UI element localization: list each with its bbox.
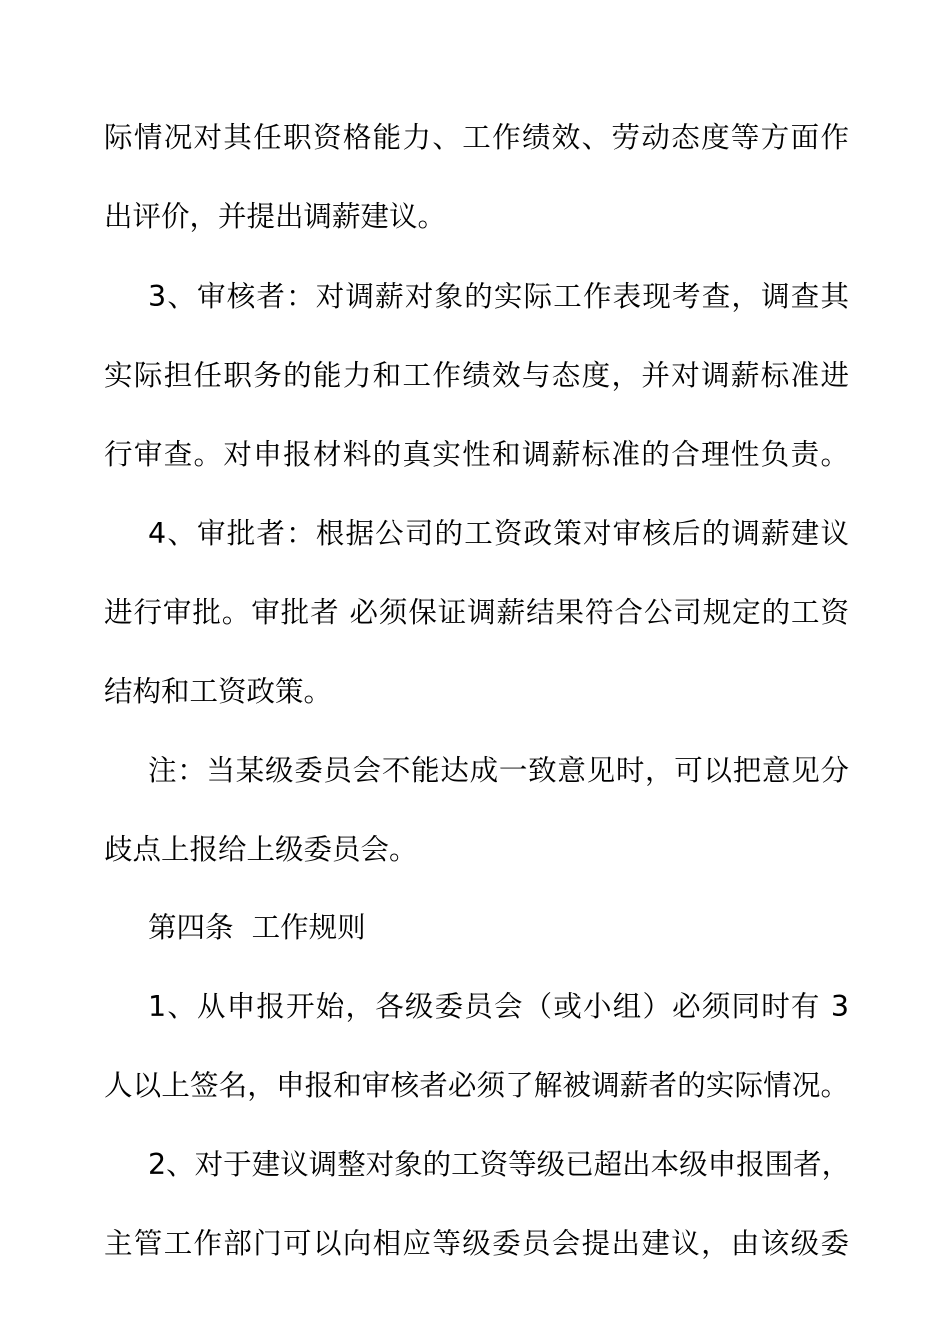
text-line-13: 人以上签名，申报和审核者必须了解被调薪者的实际情况。 — [104, 1069, 849, 1102]
text-line-8: 结构和工资政策。 — [104, 675, 333, 708]
section-heading: 第四条 工作规则 — [148, 911, 366, 944]
text-line-1: 际情况对其任职资格能力、工作绩效、劳动态度等方面作 — [104, 121, 849, 154]
text-line-5: 行审查。对申报材料的真实性和调薪标准的合理性负责。 — [104, 438, 849, 471]
text-line-12: 1、从申报开始，各级委员会（或小组）必须同时有 3 — [148, 990, 849, 1023]
text-line-3: 3、审核者：对调薪对象的实际工作表现考查，调查其 — [148, 280, 849, 313]
text-line-10: 歧点上报给上级委员会。 — [104, 833, 418, 866]
text-line-15: 主管工作部门可以向相应等级委员会提出建议，由该级委 — [104, 1227, 849, 1260]
text-line-9: 注：当某级委员会不能达成一致意见时，可以把意见分 — [148, 754, 849, 787]
text-line-4: 实际担任职务的能力和工作绩效与态度，并对调薪标准进 — [104, 359, 849, 392]
text-line-7: 进行审批。审批者 必须保证调薪结果符合公司规定的工资 — [104, 596, 849, 629]
text-line-14: 2、对于建议调整对象的工资等级已超出本级申报围者， — [148, 1148, 851, 1181]
text-line-2: 出评价，并提出调薪建议。 — [104, 200, 447, 233]
text-line-6: 4、审批者：根据公司的工资政策对审核后的调薪建议 — [148, 517, 849, 550]
